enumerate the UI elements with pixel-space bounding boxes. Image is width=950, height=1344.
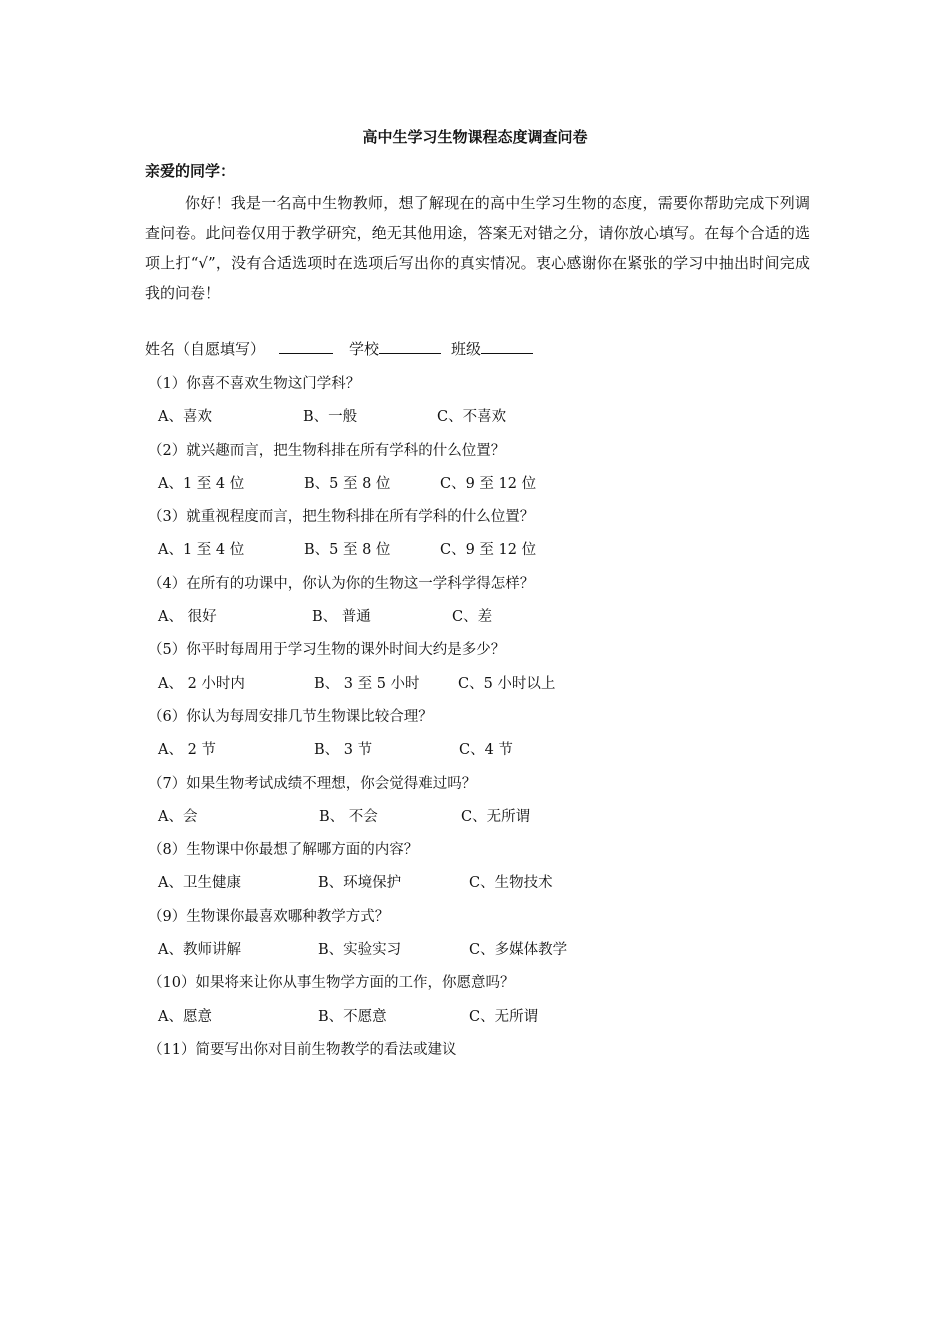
info-fill-line	[145, 338, 533, 359]
question-text: （10）如果将来让你从事生物学方面的工作，你愿意吗？	[148, 975, 515, 992]
option-a[interactable]: A、 很好	[158, 609, 217, 626]
intro-paragraph: 你好！我是一名高中生物教师，想了解现在的高中生学习生物的态度，需要你帮助完成下列调查问卷。此问卷仅用于教学研究，绝无其他用途，答案无对错之分，请你放心填写。在每个合适的选项上打“√”，没有合适选项时在选项后写出你的真实情况。衷心感谢你在紧张的学习中抽出时间完成我的问卷！	[145, 194, 810, 302]
option-b[interactable]: B、 3 节	[314, 742, 373, 759]
option-a[interactable]: A、喜欢	[158, 409, 212, 426]
option-c[interactable]: C、多媒体教学	[469, 942, 568, 959]
class-blank[interactable]	[481, 339, 533, 354]
option-c[interactable]: C、5 小时以上	[458, 675, 556, 692]
options-row	[148, 1003, 828, 1036]
option-c[interactable]: C、9 至 12 位	[440, 542, 537, 559]
option-a[interactable]: A、教师讲解	[158, 942, 241, 959]
option-b[interactable]: B、5 至 8 位	[304, 542, 391, 559]
question-text: （9）生物课你最喜欢哪种教学方式？	[148, 908, 390, 925]
page-title: 高中生学习生物课程态度调查问卷	[362, 128, 588, 146]
question-text: （2）就兴趣而言，把生物科排在所有学科的什么位置？	[148, 442, 506, 459]
option-b[interactable]: B、 普通	[312, 609, 371, 626]
option-b[interactable]: B、实验实习	[318, 942, 402, 959]
options-row	[148, 603, 828, 636]
option-b[interactable]: B、 3 至 5 小时	[314, 675, 420, 692]
options-row	[148, 869, 828, 902]
options-row	[148, 936, 828, 969]
option-c[interactable]: C、生物技术	[469, 875, 553, 892]
option-a[interactable]: A、会	[158, 808, 198, 825]
question-text: （1）你喜不喜欢生物这门学科？	[148, 376, 361, 392]
name-label: 姓名（自愿填写）	[145, 340, 266, 358]
option-a[interactable]: A、 2 小时内	[158, 675, 245, 692]
option-c[interactable]: C、不喜欢	[437, 409, 507, 426]
school-label: 学校	[349, 340, 380, 358]
option-c[interactable]: C、4 节	[459, 742, 513, 759]
name-blank[interactable]	[279, 339, 333, 354]
options-row	[148, 470, 828, 503]
option-c[interactable]: C、无所谓	[469, 1008, 539, 1025]
option-b[interactable]: B、不愿意	[318, 1008, 387, 1025]
option-b[interactable]: B、 不会	[319, 808, 378, 825]
option-a[interactable]: A、1 至 4 位	[158, 542, 245, 559]
option-c[interactable]: C、无所谓	[461, 808, 531, 825]
option-b[interactable]: B、5 至 8 位	[304, 475, 391, 492]
options-row	[148, 803, 828, 836]
options-row	[148, 536, 828, 569]
greeting: 亲爱的同学：	[145, 162, 236, 180]
option-a[interactable]: A、1 至 4 位	[158, 475, 245, 492]
question-text: （7）如果生物考试成绩不理想，你会觉得难过吗？	[148, 775, 477, 792]
question-text: （8）生物课中你最想了解哪方面的内容？	[148, 842, 419, 859]
question-text: （3）就重视程度而言，把生物科排在所有学科的什么位置？	[148, 509, 535, 526]
option-c[interactable]: C、差	[452, 609, 493, 626]
option-b[interactable]: B、环境保护	[318, 875, 402, 892]
question-text: （11）简要写出你对目前生物教学的看法或建议	[148, 1041, 457, 1058]
options-row	[148, 736, 828, 769]
options-row	[148, 403, 828, 436]
options-row	[148, 670, 828, 703]
class-label: 班级	[451, 340, 482, 358]
option-a[interactable]: A、卫生健康	[158, 875, 241, 892]
question-text: （6）你认为每周安排几节生物课比较合理？	[148, 708, 433, 725]
school-blank[interactable]	[379, 339, 441, 354]
question-text: （4）在所有的功课中，你认为你的生物这一学科学得怎样？	[148, 575, 535, 592]
option-c[interactable]: C、9 至 12 位	[440, 475, 537, 492]
option-a[interactable]: A、愿意	[158, 1008, 212, 1025]
option-b[interactable]: B、一般	[303, 409, 358, 426]
question-list	[148, 370, 828, 1069]
option-a[interactable]: A、 2 节	[158, 742, 216, 759]
question-text: （5）你平时每周用于学习生物的课外时间大约是多少？	[148, 642, 506, 659]
